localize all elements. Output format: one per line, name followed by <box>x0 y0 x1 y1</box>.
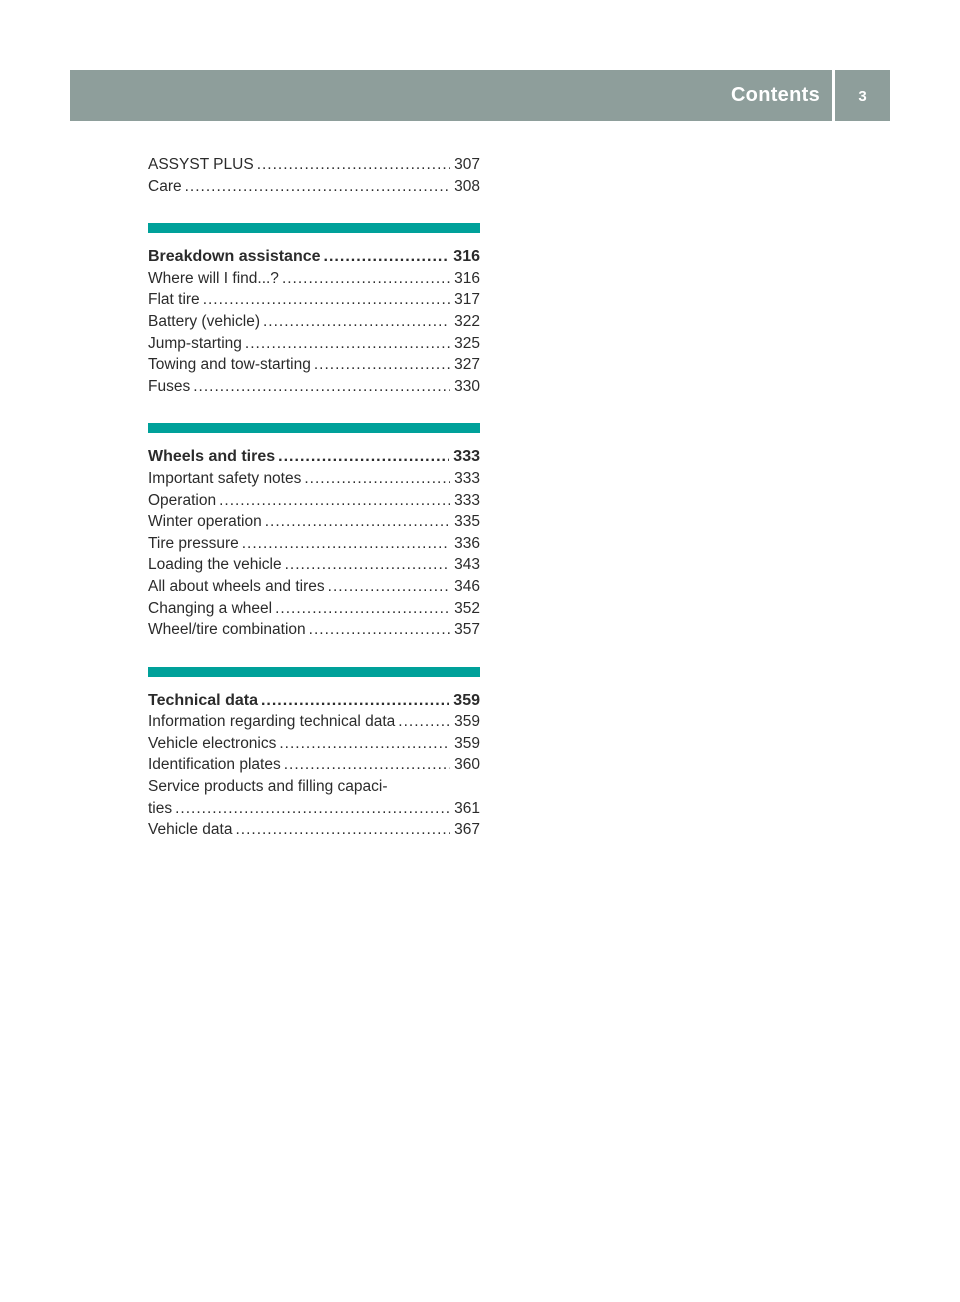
toc-entry-title: Battery (vehicle) <box>148 312 260 330</box>
toc-entry[interactable] <box>148 511 480 533</box>
dot-leader <box>278 446 449 468</box>
dot-leader <box>242 533 450 555</box>
toc-entry-title: Flat tire <box>148 291 200 309</box>
section-divider-bar <box>148 667 480 677</box>
toc-page-number: 357 <box>454 621 480 639</box>
toc-section-title: Wheels and tires <box>148 448 276 466</box>
dot-leader <box>309 619 450 641</box>
toc-entry-title: Vehicle data <box>148 821 233 839</box>
dot-leader <box>304 468 450 490</box>
toc-page-number: 333 <box>453 448 480 466</box>
toc-entry[interactable] <box>148 711 480 733</box>
toc-entry[interactable] <box>148 754 480 776</box>
dot-leader <box>324 246 450 268</box>
dot-leader <box>285 554 451 576</box>
dot-leader <box>203 289 450 311</box>
dot-leader <box>265 511 450 533</box>
toc-page-number: 316 <box>454 269 480 287</box>
toc-page-number: 361 <box>454 799 480 817</box>
dot-leader <box>219 490 450 512</box>
page-header <box>70 70 890 121</box>
dot-leader <box>328 576 450 598</box>
dot-leader <box>275 598 450 620</box>
toc-entry[interactable] <box>148 576 480 598</box>
toc-page-number: 308 <box>454 177 480 195</box>
toc-page-number: 316 <box>453 248 480 266</box>
toc-page-number: 336 <box>454 534 480 552</box>
toc-page-number: 359 <box>454 713 480 731</box>
toc-entry[interactable] <box>148 154 480 176</box>
toc-entry-title: Tire pressure <box>148 534 239 552</box>
toc-page-number: 359 <box>454 734 480 752</box>
toc-entry-title: Towing and tow-starting <box>148 356 311 374</box>
toc-page-number: 367 <box>454 821 480 839</box>
toc-entry-title: Operation <box>148 491 217 509</box>
toc-section-entry[interactable] <box>148 246 480 268</box>
toc-entry-title: Care <box>148 177 182 195</box>
toc-section-entry[interactable] <box>148 446 480 468</box>
toc-entry-title: Winter operation <box>148 513 262 531</box>
section-divider-bar <box>148 223 480 233</box>
toc-entry[interactable] <box>148 619 480 641</box>
toc-page-number: 317 <box>454 291 480 309</box>
toc-entry[interactable] <box>148 268 480 290</box>
toc-entry-title: Identification plates <box>148 756 281 774</box>
toc-entry[interactable] <box>148 490 480 512</box>
dot-leader <box>261 690 449 712</box>
toc-entry[interactable] <box>148 776 480 798</box>
toc-section-title: Technical data <box>148 691 258 709</box>
toc-page-number: 325 <box>454 334 480 352</box>
dot-leader <box>284 754 450 776</box>
toc-page-number: 322 <box>454 312 480 330</box>
toc-entry-title: Where will I find...? <box>148 269 279 287</box>
toc-page-number: 333 <box>454 469 480 487</box>
toc-page-number: 360 <box>454 756 480 774</box>
toc-entry-title: Information regarding technical data <box>148 713 396 731</box>
table-of-contents <box>148 154 480 841</box>
dot-leader <box>257 154 450 176</box>
toc-entry[interactable] <box>148 354 480 376</box>
toc-entry-title: ASSYST PLUS <box>148 156 254 173</box>
toc-entry-title: Jump-starting <box>148 334 242 352</box>
toc-page-number: 346 <box>454 577 480 595</box>
toc-page-number: 343 <box>454 556 480 574</box>
dot-leader <box>235 819 450 841</box>
toc-entry-title: Wheel/tire combination <box>148 621 306 639</box>
toc-entry-title: Service products and filling capaci- <box>148 778 388 796</box>
toc-page-number: 307 <box>454 156 480 173</box>
toc-entry[interactable] <box>148 376 480 398</box>
toc-entry[interactable] <box>148 554 480 576</box>
toc-page-number: 352 <box>454 599 480 617</box>
header-title: Contents <box>730 84 820 106</box>
toc-section-title: Breakdown assistance <box>148 248 321 266</box>
toc-page-number: 359 <box>453 691 480 709</box>
dot-leader <box>193 376 450 398</box>
section-divider-bar <box>148 423 480 433</box>
toc-entry-title: Important safety notes <box>148 469 302 487</box>
toc-entry[interactable] <box>148 176 480 198</box>
toc-entry-title: Vehicle electronics <box>148 734 277 752</box>
toc-entry[interactable] <box>148 598 480 620</box>
dot-leader <box>263 311 450 333</box>
dot-leader <box>398 711 450 733</box>
toc-page-number: 330 <box>454 377 480 395</box>
toc-entry-title: Loading the vehicle <box>148 556 282 574</box>
toc-entry[interactable] <box>148 289 480 311</box>
dot-leader <box>282 268 450 290</box>
toc-entry-title: Changing a wheel <box>148 599 273 617</box>
dot-leader <box>185 176 451 198</box>
toc-entry-title: Fuses <box>148 377 191 395</box>
toc-entry[interactable] <box>148 333 480 355</box>
toc-entry[interactable] <box>148 468 480 490</box>
toc-section-entry[interactable] <box>148 690 480 712</box>
dot-leader <box>314 354 450 376</box>
toc-entry[interactable] <box>148 819 480 841</box>
toc-page-number: 335 <box>454 513 480 531</box>
dot-leader <box>175 798 450 820</box>
toc-entry[interactable] <box>148 311 480 333</box>
toc-page-number: 333 <box>454 491 480 509</box>
toc-entry[interactable] <box>148 733 480 755</box>
dot-leader <box>279 733 450 755</box>
toc-entry-title: All about wheels and tires <box>148 577 325 595</box>
toc-page-number: 327 <box>454 356 480 374</box>
toc-entry[interactable] <box>148 798 480 820</box>
toc-entry-title: ties <box>148 799 173 817</box>
page-number: 3 <box>858 88 867 105</box>
dot-leader <box>245 333 450 355</box>
toc-entry[interactable] <box>148 533 480 555</box>
